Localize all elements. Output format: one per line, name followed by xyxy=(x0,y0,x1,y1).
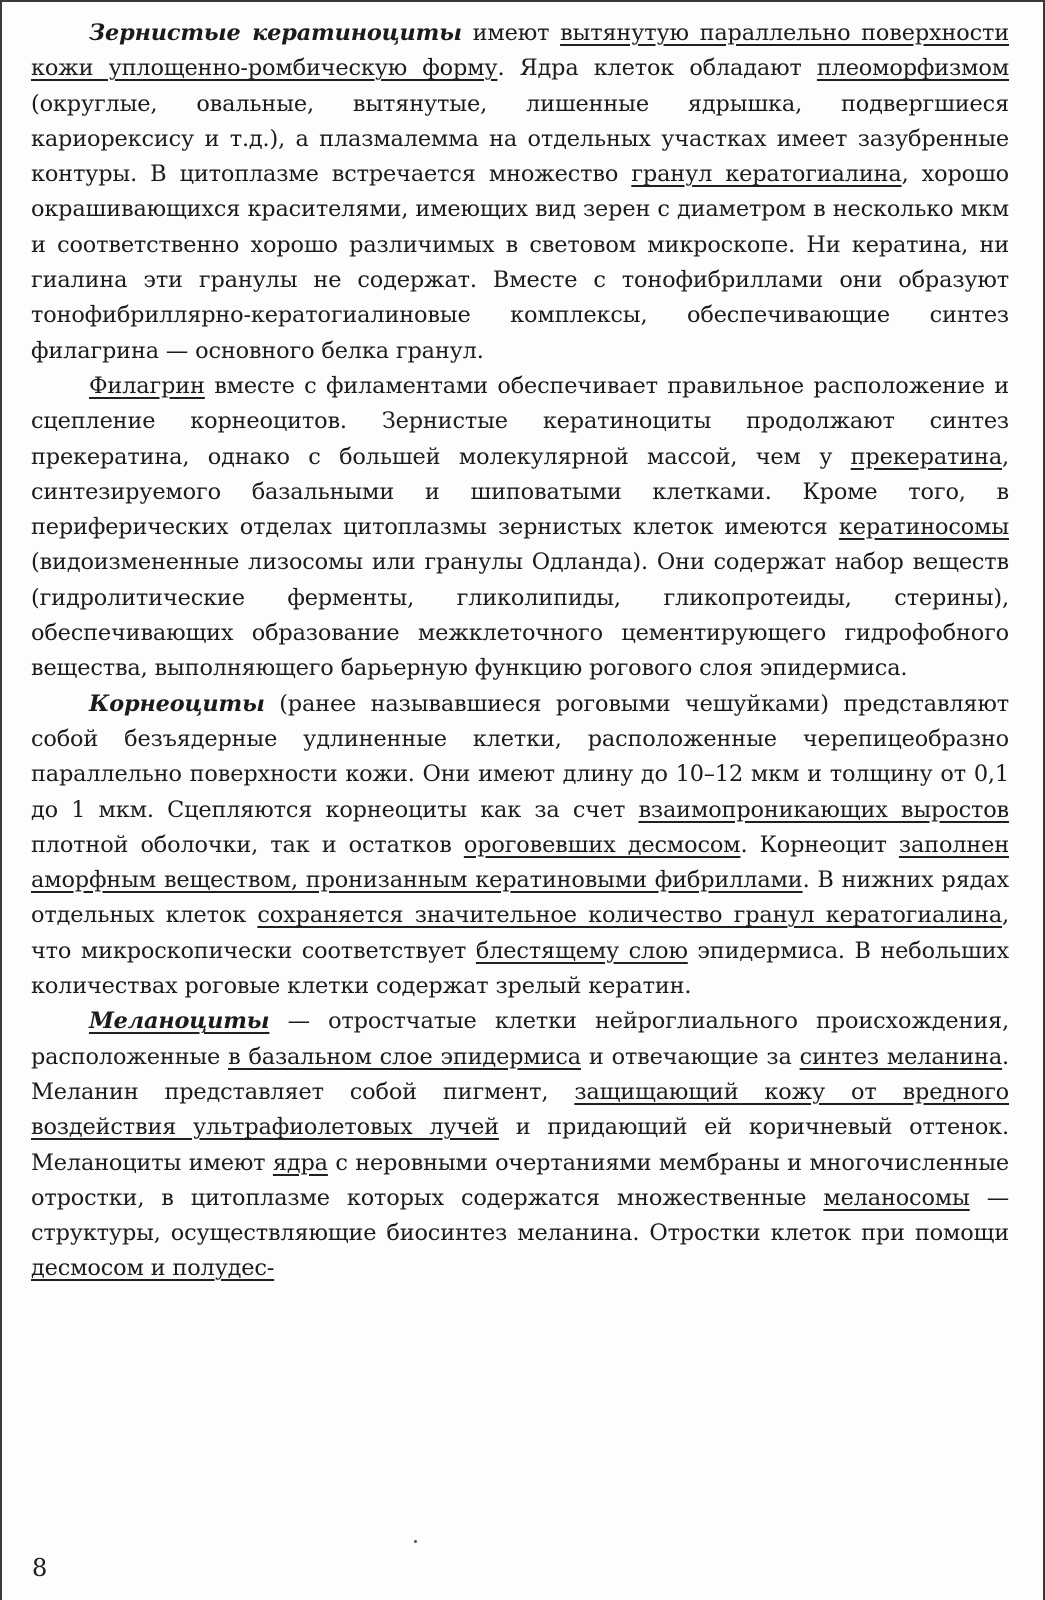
underlined-phrase: блестящему слою xyxy=(475,937,688,964)
underlined-phrase: кератиносомы xyxy=(838,514,1009,541)
text-run: и придающий ей коричневый оттенок. Меланоциты имеют xyxy=(31,1114,1009,1176)
paragraph-term: Корнеоциты xyxy=(89,690,265,717)
text-run: . Корнеоцит xyxy=(740,831,899,858)
text-run: (округлые, овальные, вытянутые, лишенные ядрышка, подвергшиеся кариорексису и т.д.), а плазмалемма на отдельных участках имеет зазубренные контуры. В цитоплазме встречается множество xyxy=(31,90,1009,188)
text-run: . Меланин представляет собой пигмент, xyxy=(31,1043,1010,1105)
underlined-phrase: синтез меланина xyxy=(799,1043,1003,1070)
underlined-phrase: ядра xyxy=(272,1149,328,1176)
text-run: и отвечающие за xyxy=(580,1043,800,1070)
underlined-phrase: Филагрин xyxy=(89,372,205,399)
text-run: , синтезируемого базальными и шиповатыми клетками. Кроме того, в периферических отделах цитоплазмы зернистых клеток имеются xyxy=(31,443,1009,541)
underlined-phrase: плеоморфизмом xyxy=(816,55,1009,82)
text-run: вместе с филаментами обеспечивает правильное расположение и сцепление корнеоцитов. Зернистые кератиноциты продолжают синтез прекератина, однако с большей молекулярной массой, чем у xyxy=(31,372,1009,470)
page-number: 8 xyxy=(32,1554,48,1582)
text-run: имеют xyxy=(461,20,561,46)
text-run: . В нижних рядах отдельных клеток xyxy=(31,867,1009,929)
underlined-phrase: меланосомы xyxy=(823,1184,970,1211)
underlined-phrase: десмосом и полудес- xyxy=(31,1255,275,1282)
paragraph-term: Зернистые кератиноциты xyxy=(89,20,462,46)
text-column xyxy=(31,16,1009,1287)
underlined-phrase: вытянутую параллельно поверхности кожи уплощенно-ромбическую форму xyxy=(31,20,1009,82)
text-run: — структуры, осуществляющие биосинтез меланина. Отростки клеток при помощи xyxy=(31,1184,1009,1247)
text-run: . Ядра клеток обладают xyxy=(497,55,817,82)
paragraph-corneocytes xyxy=(31,687,1009,1005)
underlined-phrase: защищающий кожу от вредного воздействия ультрафиолетовых лучей xyxy=(31,1078,1009,1141)
underlined-phrase: прекератина xyxy=(850,443,1003,470)
underlined-phrase: ороговевших десмосом xyxy=(463,831,741,858)
text-run: (ранее называвшиеся роговыми чешуйками) представляют собой безъядерные удлиненные клетки, расположенные черепицеобразно параллельно поверхности кожи. Они имеют длину до 10–12 мкм и толщину от 0,1 до 1 мкм. Сцепляются корнеоциты как за счет xyxy=(31,690,1009,823)
underlined-phrase: гранул кератогиалина xyxy=(631,161,902,188)
text-run: с неровными очертаниями мембраны и многочисленные отростки, в цитоплазме которых содержатся множественные xyxy=(31,1149,1009,1211)
underlined-phrase: сохраняется значительное количество гранул кератогиалина xyxy=(257,902,1003,929)
paragraph-term: Меланоциты xyxy=(89,1008,270,1035)
scan-speck xyxy=(414,1540,417,1543)
paragraph-filaggrin xyxy=(31,369,1009,687)
text-run: , хорошо окрашивающихся красителями, имеющих вид зерен с диаметром в несколько мкм и соответственно хорошо различимых в световом микроскопе. Ни кератина, ни гиалина эти гранулы не содержат. Вместе с тонофибриллами они образуют тонофибриллярно-кератогиалиновые комплексы, обеспечивающие синтез филагрина — основного белка гранул. xyxy=(31,161,1009,364)
text-run: (видоизмененные лизосомы или гранулы Одланда). Они содержат набор веществ (гидролитические ферменты, гликолипиды, гликопротеиды, стерины), обеспечивающих образование межклеточного цементирующего гидрофобного вещества, выполняющего барьерную функцию рогового слоя эпидермиса. xyxy=(31,549,1009,682)
text-run: — отростчатые клетки нейроглиального происхождения, расположенные xyxy=(31,1008,1009,1070)
underlined-phrase: заполнен аморфным веществом, пронизанным кератиновыми фибриллами xyxy=(31,831,1009,894)
text-run: эпидермиса. В небольших количествах роговые клетки содержат зрелый кератин. xyxy=(31,937,1009,1000)
underlined-phrase: взаимопроникающих выростов xyxy=(638,796,1009,823)
paragraph-granular-keratinocytes xyxy=(31,16,1009,369)
paragraph-melanocytes xyxy=(31,1004,1009,1286)
text-run: , что микроскопически соответствует xyxy=(31,902,1009,964)
underlined-phrase: в базальном слое эпидермиса xyxy=(228,1043,581,1070)
text-run: плотной оболочки, так и остатков xyxy=(31,831,464,858)
